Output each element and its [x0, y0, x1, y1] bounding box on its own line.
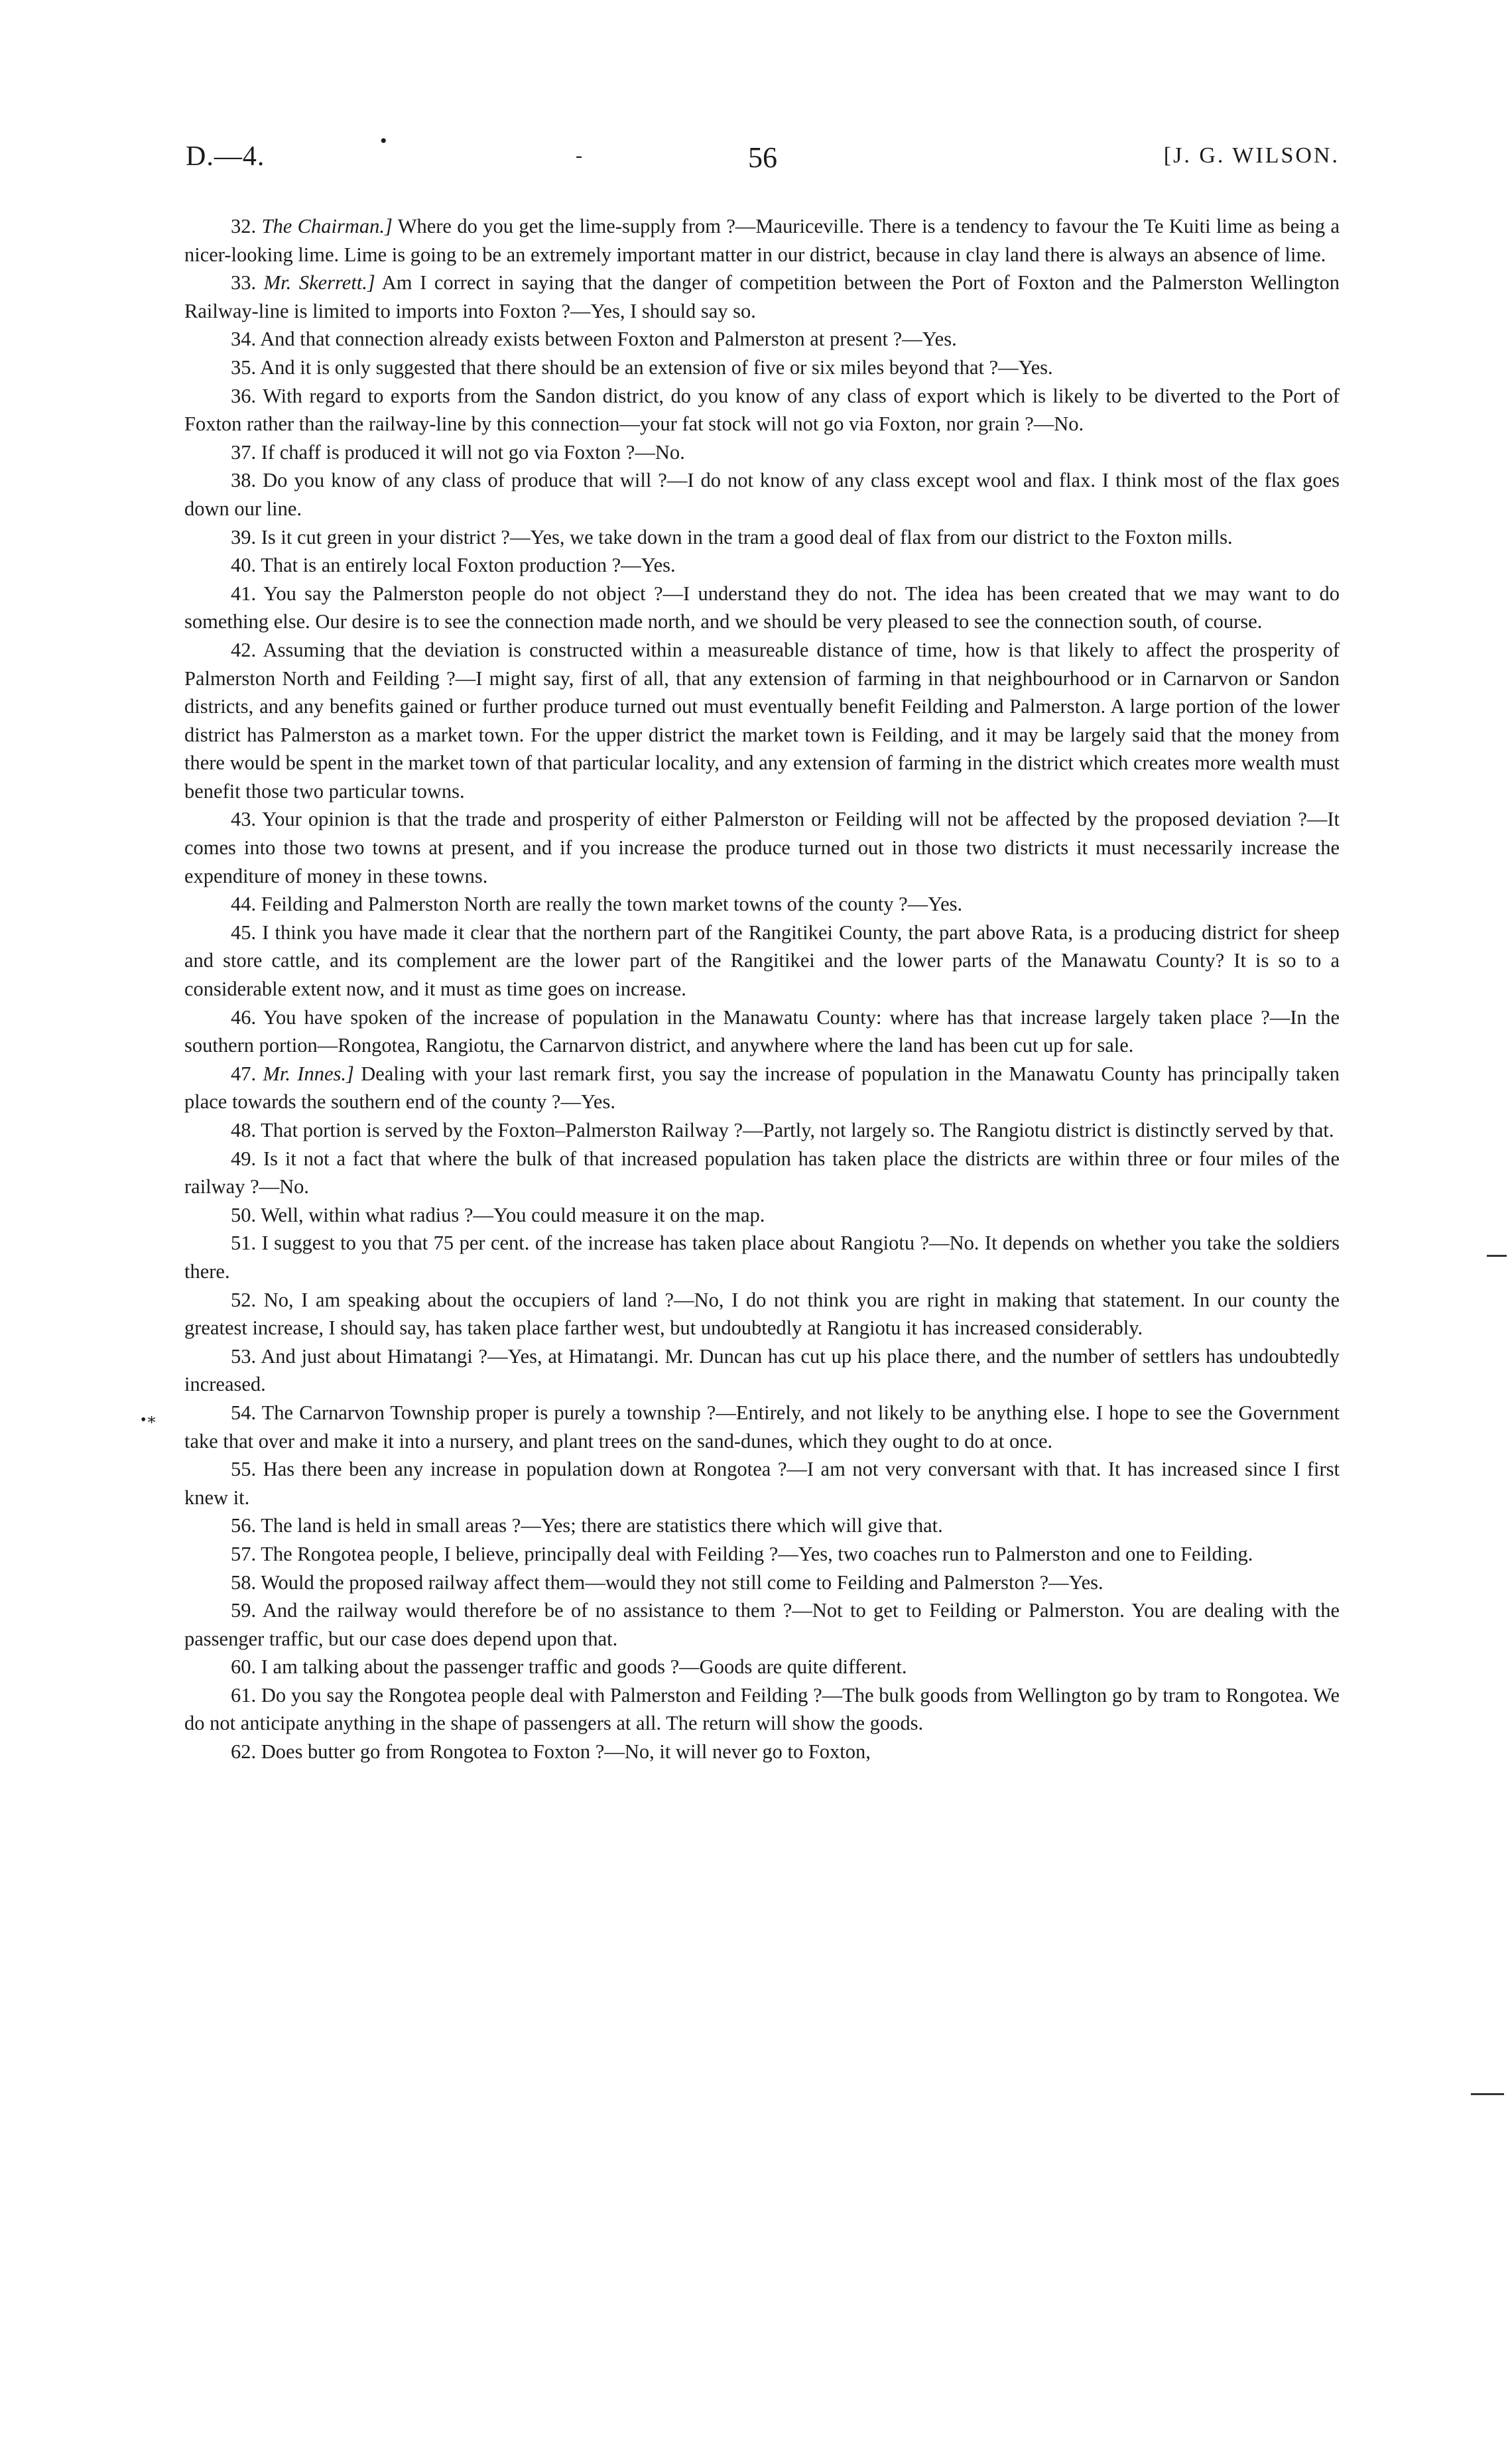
question-answer-text: That portion is served by the Foxton–Palmerston Railway ?—Partly, not largely so. The Rangiotu district is distinctly served by that. [261, 1119, 1334, 1141]
question-answer-text: You have spoken of the increase of population in the Manawatu County: where has that increase largely taken place ?—In the southern portion—Rongotea, Rangiotu, the Carnarvon district, and anywhere where the land has been cut up for sale. [184, 1005, 1340, 1057]
question-number: 39. [231, 525, 257, 548]
question-paragraph [184, 1596, 1340, 1653]
question-number: 32. [231, 215, 257, 237]
question-answer-text: Feilding and Palmerston North are really the town market towns of the county ?—Yes. [261, 893, 963, 916]
question-answer-text: Does butter go from Rongotea to Foxton ?—No, it will never go to Foxton, [261, 1740, 871, 1764]
question-paragraph [184, 580, 1340, 636]
question-number: 45. [231, 921, 257, 944]
question-paragraph [184, 1511, 1340, 1540]
question-number: 51. [231, 1232, 257, 1255]
speaker-label: Mr. Skerrett.] [263, 271, 375, 294]
question-paragraph [184, 382, 1340, 438]
question-paragraph [184, 1681, 1340, 1738]
question-number: 36. [231, 384, 257, 407]
question-answer-text: And the railway would therefore be of no assistance to them ?—Not to get to Feilding or Palmerston. You are dealing with the passenger traffic, but our case does depend upon that. [184, 1599, 1340, 1650]
question-number: 49. [231, 1147, 257, 1170]
question-number: 59. [231, 1599, 257, 1622]
speaker-label: The Chairman.] [261, 215, 393, 237]
question-answer-text: Has there been any increase in population down at Rongotea ?—I am not very conversant with that. It has increased since I first knew it. [184, 1458, 1340, 1509]
speaker-label: Mr. Innes.] [263, 1062, 354, 1085]
question-number: 37. [231, 440, 257, 464]
question-paragraph [184, 1738, 1340, 1766]
question-answer-text: Where do you get the lime-supply from ?—Mauriceville. There is a tendency to favour the Te Kuiti lime as being a nicer-looking lime. Lime is going to be an extremely important matter in our district, because in clay land there is always an absence of lime. [184, 215, 1340, 266]
question-answer-text: You say the Palmerston people do not object ?—I understand they do not. The idea has been created that we may want to do something else. Our desire is to see the connection made north, and we should be very pleased to see the connection south, of course. [184, 582, 1340, 633]
question-number: 38. [231, 469, 257, 492]
question-number: 35. [231, 355, 257, 379]
question-number: 53. [231, 1344, 257, 1368]
question-paragraph [184, 805, 1340, 890]
margin-rule [1487, 1255, 1507, 1257]
question-number: 61. [231, 1683, 257, 1706]
question-number: 55. [231, 1458, 257, 1481]
question-paragraph [184, 1540, 1340, 1569]
question-answer-text: Would the proposed railway affect them—would they not still come to Feilding and Palmerston ?—Yes. [261, 1571, 1103, 1594]
question-number: 47. [231, 1062, 257, 1085]
question-paragraph [184, 919, 1340, 1003]
question-answer-text: Is it not a fact that where the bulk of that increased population has taken place the districts are within three or four miles of the railway ?—No. [184, 1147, 1340, 1198]
question-number: 46. [231, 1005, 257, 1029]
ink-speck: - [576, 145, 582, 166]
question-number: 44. [231, 893, 257, 916]
question-answer-text: Well, within what radius ?—You could measure it on the map. [261, 1203, 765, 1226]
question-answer-text: If chaff is produced it will not go via Foxton ?—No. [261, 440, 685, 464]
question-answer-text: I think you have made it clear that the northern part of the Rangitikei County, the part above Rata, is a producing district for sheep and store cattle, and its complement are the lower part of the Rangitikei and the lower parts of the Manawatu County? It is so to a considerable extent now, and it must as time goes on increase. [184, 921, 1340, 1001]
question-number: 33. [231, 271, 257, 294]
witness-name: [J. G. WILSON. [1163, 143, 1340, 168]
question-number: 52. [231, 1288, 257, 1311]
question-number: 41. [231, 582, 257, 605]
question-paragraph [184, 1201, 1340, 1230]
question-paragraph [184, 354, 1340, 382]
page-number: 56 [748, 141, 777, 174]
question-number: 50. [231, 1203, 257, 1226]
question-answer-text: Assuming that the deviation is constructed within a measureable distance of time, how is that likely to affect the prosperity of Palmerston North and Feilding ?—I might say, first of all, that any extension of farming in that neighbourhood or in Carnarvon or Sandon districts, and any benefits gained or further produce turned out must eventually benefit Feilding and Palmerston. A large portion of the lower district has Palmerston as a market town. For the upper district the market town is Feilding, and it may be largely said that the money from there would be spent in the market town of that particular locality, and any extension of farming in the district which creates more wealth must benefit those two particular towns. [184, 638, 1340, 803]
question-number: 40. [231, 554, 257, 577]
question-number: 42. [231, 638, 257, 661]
question-paragraph [184, 1116, 1340, 1145]
question-paragraph [184, 890, 1340, 919]
question-answer-text: The land is held in small areas ?—Yes; there are statistics there which will give that. [261, 1514, 943, 1537]
question-paragraph [184, 212, 1340, 269]
question-paragraph [184, 1399, 1340, 1455]
ink-speck: • [380, 130, 387, 152]
question-answer-text: Do you say the Rongotea people deal with Palmerston and Feilding ?—The bulk goods from Wellington go by tram to Rongotea. We do not anticipate anything in the shape of passengers at all. The return will show the goods. [184, 1683, 1340, 1735]
question-paragraph [184, 269, 1340, 325]
question-paragraph [184, 1286, 1340, 1342]
question-number: 62. [231, 1740, 257, 1764]
question-answer-text: I am talking about the passenger traffic and goods ?—Goods are quite different. [261, 1655, 907, 1679]
question-number: 48. [231, 1119, 257, 1141]
margin-rule [1471, 2093, 1504, 2095]
question-answer-text: And that connection already exists between Foxton and Palmerston at present ?—Yes. [260, 328, 957, 351]
document-reference: D.—4. [186, 141, 265, 172]
ink-speck: •∗ [141, 1411, 157, 1429]
question-answer-text: Is it cut green in your district ?—Yes, we take down in the tram a good deal of flax from our district to the Foxton mills. [261, 525, 1233, 548]
question-answer-text: The Carnarvon Township proper is purely a township ?—Entirely, and not likely to be anything else. I hope to see the Government take that over and make it into a nursery, and plant trees on the sand-dunes, which they ought to do at once. [184, 1401, 1340, 1452]
question-paragraph [184, 636, 1340, 806]
question-answer-text: Your opinion is that the trade and prosperity of either Palmerston or Feilding will not be affected by the proposed deviation ?—It comes into those two towns at present, and if you increase the produce turned out in those two districts it must necessarily increase the expenditure of money in these towns. [184, 808, 1340, 887]
question-paragraph [184, 1653, 1340, 1681]
testimony-body [184, 212, 1340, 1766]
question-paragraph [184, 1060, 1340, 1116]
question-answer-text: The Rongotea people, I believe, principally deal with Feilding ?—Yes, two coaches run to Palmerston and one to Feilding. [261, 1542, 1253, 1565]
question-paragraph [184, 1342, 1340, 1399]
question-number: 58. [231, 1571, 257, 1594]
question-answer-text: With regard to exports from the Sandon district, do you know of any class of export which is likely to be diverted to the Port of Foxton rather than the railway-line by this connection—your fat stock will not go via Foxton, nor grain ?—No. [184, 384, 1340, 436]
question-number: 54. [231, 1401, 257, 1424]
question-number: 57. [231, 1542, 257, 1565]
question-paragraph [184, 1569, 1340, 1597]
question-answer-text: That is an entirely local Foxton production ?—Yes. [261, 554, 676, 577]
question-paragraph [184, 1145, 1340, 1201]
question-answer-text: And it is only suggested that there should be an extension of five or six miles beyond that ?—Yes. [260, 355, 1053, 379]
question-paragraph [184, 325, 1340, 354]
question-number: 60. [231, 1655, 257, 1679]
question-paragraph [184, 1455, 1340, 1511]
question-answer-text: No, I am speaking about the occupiers of land ?—No, I do not think you are right in making that statement. In our county the greatest increase, I should say, has taken place farther west, but undoubtedly at Rangiotu it has increased considerably. [184, 1288, 1340, 1340]
question-paragraph [184, 523, 1340, 552]
question-answer-text: I suggest to you that 75 per cent. of the increase has taken place about Rangiotu ?—No. It depends on whether you take the soldiers there. [184, 1232, 1340, 1283]
question-number: 56. [231, 1514, 257, 1537]
question-answer-text: Am I correct in saying that the danger of competition between the Port of Foxton and the Palmerston Wellington Railway-line is limited to imports into Foxton ?—Yes, I should say so. [184, 271, 1340, 322]
question-paragraph [184, 438, 1340, 467]
question-answer-text: Do you know of any class of produce that will ?—I do not know of any class except wool and flax. I think most of the flax goes down our line. [184, 469, 1340, 520]
question-number: 43. [231, 808, 257, 831]
question-paragraph [184, 551, 1340, 580]
question-paragraph [184, 466, 1340, 523]
question-answer-text: Dealing with your last remark first, you say the increase of population in the Manawatu County has principally taken place towards the southern end of the county ?—Yes. [184, 1062, 1340, 1114]
question-number: 34. [231, 328, 257, 351]
question-answer-text: And just about Himatangi ?—Yes, at Himatangi. Mr. Duncan has cut up his place there, and the number of settlers has undoubtedly increased. [184, 1344, 1340, 1396]
page-header [186, 141, 1340, 180]
question-paragraph [184, 1003, 1340, 1060]
question-paragraph [184, 1229, 1340, 1285]
